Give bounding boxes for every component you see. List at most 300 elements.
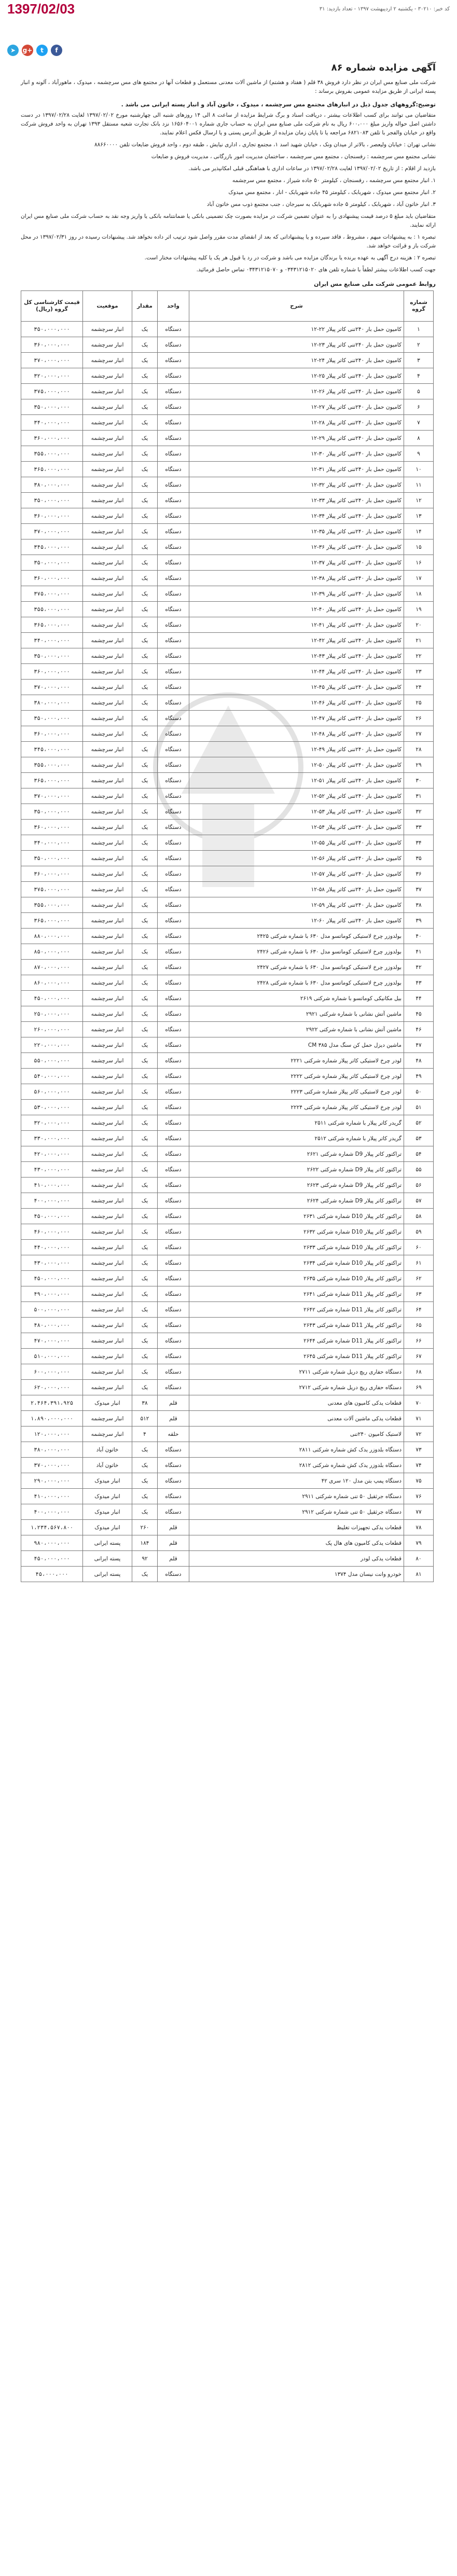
cell-desc: بولدوزر چرخ لاستیکی کوماتسو مدل ۶۳۰ با شماره شرکتی ۲۴۲۵ <box>189 929 404 944</box>
cell-group: ۸۰ <box>404 1551 434 1567</box>
table-row <box>21 711 434 726</box>
cell-unit: دستگاه <box>158 991 189 1006</box>
cell-price: ۳۶۰،۰۰۰،۰۰۰ <box>21 726 83 742</box>
cell-group: ۶۹ <box>404 1380 434 1395</box>
cell-price: ۳۸۰،۰۰۰،۰۰۰ <box>21 477 83 493</box>
cell-desc: دستگاه بلدوزر یدک کش شماره شرکتی ۲۸۱۱ <box>189 1442 404 1458</box>
table-row <box>21 804 434 820</box>
cell-unit: دستگاه <box>158 617 189 633</box>
cell-desc: تراکتور کاتر پیلار D9 شماره شرکتی ۲۶۲۱ <box>189 1146 404 1162</box>
table-header-row <box>21 291 434 322</box>
cell-group: ۷۳ <box>404 1442 434 1458</box>
cell-group: ۸ <box>404 431 434 446</box>
table-row <box>21 680 434 695</box>
cell-group: ۱۷ <box>404 571 434 586</box>
cell-group: ۴۵ <box>404 1006 434 1022</box>
news-meta: کد خبر: ۳۰۲۱۰ - یکشنبه ۲ اردیبهشت ۱۳۹۷ - تعداد بازدید: ۳۱ <box>319 6 450 12</box>
cell-price: ۳۵۵،۰۰۰،۰۰۰ <box>21 897 83 913</box>
cell-qty: ۲۶۰ <box>132 1520 158 1535</box>
cell-group: ۳۷ <box>404 882 434 897</box>
cell-price: ۳۷۵،۰۰۰،۰۰۰ <box>21 586 83 602</box>
cell-unit: دستگاه <box>158 960 189 975</box>
cell-qty: یک <box>132 462 158 477</box>
cell-group: ۴۱ <box>404 944 434 960</box>
cell-location: پسته ایرانی <box>83 1567 132 1582</box>
cell-qty: یک <box>132 1053 158 1069</box>
cell-location: انبار سرچشمه <box>83 680 132 695</box>
cell-unit: دستگاه <box>158 882 189 897</box>
table-row <box>21 524 434 539</box>
page-title: آگهی مزایده شماره ۸۶ <box>331 62 436 73</box>
cell-price: ۸۵۰،۰۰۰،۰۰۰ <box>21 944 83 960</box>
cell-qty: یک <box>132 866 158 882</box>
cell-location: انبار سرچشمه <box>83 399 132 415</box>
cell-location: انبار سرچشمه <box>83 462 132 477</box>
cell-desc: کامیون حمل بار ۲۴۰تنی کاتر پیلار ۵۸-۱۲ <box>189 882 404 897</box>
cell-group: ۲۵ <box>404 695 434 711</box>
article-body <box>21 62 436 295</box>
cell-price: ۳۶۰،۰۰۰،۰۰۰ <box>21 431 83 446</box>
cell-location: انبار سرچشمه <box>83 508 132 524</box>
cell-unit: دستگاه <box>158 1037 189 1053</box>
cell-group: ۲۷ <box>404 726 434 742</box>
table-row <box>21 384 434 399</box>
cell-price: ۳۶۵،۰۰۰،۰۰۰ <box>21 773 83 788</box>
table-row <box>21 975 434 991</box>
cell-location: انبار سرچشمه <box>83 1178 132 1193</box>
cell-unit: دستگاه <box>158 944 189 960</box>
intro: شرکت ملی صنایع مس ایران در نظر دارد فروش ۳۸ قلم ( هفتاد و هشتم) از ماشین آلات معدنی مستعمل و قطعات آنها در مجتمع های مس سرچشمه ، میدوک ، ماهورآباد ، آلونه و انبار پسته ایرانی از طریق مزایده عمومی بفروش برساند : <box>21 79 436 94</box>
cell-group: ۵۴ <box>404 1146 434 1162</box>
table-row <box>21 1100 434 1115</box>
paragraph: جهت کسب اطلاعات بیشتر لطفاً با شماره تلفن های ۰۳۴۳۱۲۱۵۰۲۰ و ۰۳۴۳۱۲۱۵۰۷۰ تماس حاصل فرمائید. <box>196 267 436 273</box>
cell-group: ۵۰ <box>404 1084 434 1100</box>
col-desc: شرح <box>189 291 404 322</box>
col-qty: مقدار <box>132 291 158 322</box>
cell-group: ۴ <box>404 368 434 384</box>
table-row <box>21 571 434 586</box>
cell-group: ۶۲ <box>404 1271 434 1286</box>
cell-unit: دستگاه <box>158 1442 189 1458</box>
cell-price: ۳۶۵،۰۰۰،۰۰۰ <box>21 617 83 633</box>
cell-price: ۴۵۰،۰۰۰،۰۰۰ <box>21 1271 83 1286</box>
cell-unit: دستگاه <box>158 1162 189 1178</box>
note-item: ۳. انبار خاتون آباد ، شهربابک ، کیلومتر ۵ جاده شهربابک به سیرجان ، جنب مجتمع ذوب مس خاتون آباد <box>206 201 436 207</box>
table-row <box>21 555 434 571</box>
cell-qty: یک <box>132 1146 158 1162</box>
cell-qty: یک <box>132 322 158 337</box>
cell-qty: یک <box>132 1489 158 1504</box>
cell-price: ۸۶۰،۰۰۰،۰۰۰ <box>21 975 83 991</box>
cell-unit: قلم <box>158 1411 189 1427</box>
table-row <box>21 1318 434 1333</box>
cell-desc: لاستیک کامیون ۲۴۰تنی <box>189 1427 404 1442</box>
cell-desc: قطعات یدکی ماشین آلات معدنی <box>189 1411 404 1427</box>
cell-desc: لودر چرخ لاستیکی کاتر پیلار شماره شرکتی ۲۲۲۳ <box>189 1084 404 1100</box>
cell-qty: یک <box>132 1037 158 1053</box>
cell-unit: دستگاه <box>158 711 189 726</box>
cell-qty: یک <box>132 975 158 991</box>
cell-desc: خودرو وانت نیسان مدل ۱۳۷۴ <box>189 1567 404 1582</box>
cell-price: ۵۱۰،۰۰۰،۰۰۰ <box>21 1349 83 1364</box>
cell-location: انبار سرچشمه <box>83 368 132 384</box>
note-item: ۲. انبار مجتمع مس میدوک ، شهربابک ، کیلومتر ۴۵ جاده شهربابک - انار ، مجتمع مس میدوک <box>228 189 436 196</box>
cell-price: ۲،۴۶۴،۳۹۱،۹۲۵ <box>21 1395 83 1411</box>
cell-location: انبار سرچشمه <box>83 1115 132 1131</box>
cell-desc: کامیون حمل بار ۲۴۰تنی کاتر پیلار ۲۵-۱۲ <box>189 368 404 384</box>
cell-qty: یک <box>132 368 158 384</box>
cell-desc: تراکتور کاتر پیلار D10 شماره شرکتی ۲۶۳۲ <box>189 1224 404 1240</box>
cell-desc: کامیون حمل بار ۲۴۰تنی کاتر پیلار ۳۷-۱۲ <box>189 555 404 571</box>
cell-location: انبار سرچشمه <box>83 539 132 555</box>
cell-unit: دستگاه <box>158 1255 189 1271</box>
cell-unit: دستگاه <box>158 322 189 337</box>
cell-desc: کامیون حمل بار ۲۴۰تنی کاتر پیلار ۴۹-۱۲ <box>189 742 404 757</box>
cell-unit: دستگاه <box>158 415 189 431</box>
table-row <box>21 1520 434 1535</box>
cell-desc: تراکتور کاتر پیلار D10 شماره شرکتی ۲۶۳۵ <box>189 1271 404 1286</box>
table-row <box>21 1271 434 1286</box>
cell-group: ۲ <box>404 337 434 353</box>
cell-location: انبار سرچشمه <box>83 820 132 835</box>
table-row <box>21 1364 434 1380</box>
cell-group: ۲۹ <box>404 757 434 773</box>
cell-qty: یک <box>132 1006 158 1022</box>
cell-unit: دستگاه <box>158 664 189 680</box>
table-row <box>21 1380 434 1395</box>
paragraph: نشانی مجتمع مس سرچشمه : رفسنجان ، مجتمع مس سرچشمه ، ساختمان مدیریت امور بازرگانی ، مدیریت فروش و ضایعات <box>151 154 436 160</box>
cell-location: انبار سرچشمه <box>83 1349 132 1364</box>
cell-qty: یک <box>132 1349 158 1364</box>
cell-price: ۴۶۰،۰۰۰،۰۰۰ <box>21 1224 83 1240</box>
cell-group: ۱۸ <box>404 586 434 602</box>
cell-location: خاتون آباد <box>83 1458 132 1473</box>
cell-group: ۴۹ <box>404 1069 434 1084</box>
cell-unit: دستگاه <box>158 1504 189 1520</box>
cell-location: انبار سرچشمه <box>83 1380 132 1395</box>
cell-desc: تراکتور کاتر پیلار D9 شماره شرکتی ۲۶۲۳ <box>189 1178 404 1193</box>
google-plus-icon[interactable]: g+ <box>22 45 33 56</box>
cell-location: انبار سرچشمه <box>83 695 132 711</box>
cell-group: ۶۵ <box>404 1318 434 1333</box>
cell-price: ۳۵۵،۰۰۰،۰۰۰ <box>21 446 83 462</box>
cell-qty: یک <box>132 1240 158 1255</box>
table-row <box>21 1427 434 1442</box>
cell-location: انبار سرچشمه <box>83 415 132 431</box>
cell-desc: کامیون حمل بار ۲۴۰تنی کاتر پیلار ۲۴-۱۲ <box>189 353 404 368</box>
cell-unit: دستگاه <box>158 384 189 399</box>
cell-price: ۳۷۰،۰۰۰،۰۰۰ <box>21 680 83 695</box>
table-row <box>21 1504 434 1520</box>
cell-desc: گریدر کاتر پیلار با شماره شرکتی ۲۵۱۱ <box>189 1115 404 1131</box>
cell-qty: یک <box>132 524 158 539</box>
cell-unit: دستگاه <box>158 508 189 524</box>
cell-location: انبار سرچشمه <box>83 1193 132 1209</box>
cell-unit: دستگاه <box>158 1318 189 1333</box>
paragraph: متقاضیان می توانند برای کسب اطلاعات بیشتر ، دریافت اسناد و برگ شرایط مزایده از ساعت ۸ الی ۱۴ روزهای شنبه الی چهارشنبه مورخ ۱۳۹۷/۰۲/۰۲ لغایت ۱۳۹۷/۰۲/۲۸ در دست داشتن اصل حواله واریز مبلغ ۶۰۰،۰۰۰ ریال به نام شرکت ملی صنایع مس ایران به حساب جاری شماره ۱۶۵۶۰۴۰۰۱ نزد بانک تجارت شعبه مستقل ۱۳۹۳ تهران به واحد فروش شرکت واقع در خیابان والفجر با تلفن ۶۸۲۱۰۸۳ مراجعه یا تا پایان زمان مزایده از طریق آدرس پستی و یا ارسال فکس اعلام نمایند. <box>21 112 436 136</box>
cell-price: ۳۵۰،۰۰۰،۰۰۰ <box>21 804 83 820</box>
table-row <box>21 1395 434 1411</box>
cell-location: انبار سرچشمه <box>83 1131 132 1146</box>
cell-unit: دستگاه <box>158 695 189 711</box>
cell-price: ۳۴۵،۰۰۰،۰۰۰ <box>21 539 83 555</box>
cell-qty: یک <box>132 788 158 804</box>
cell-qty: یک <box>132 539 158 555</box>
cell-group: ۳۳ <box>404 820 434 835</box>
cell-group: ۲۸ <box>404 742 434 757</box>
cell-group: ۷۷ <box>404 1504 434 1520</box>
cell-desc: کامیون حمل بار ۲۴۰تنی کاتر پیلار ۳۳-۱۲ <box>189 493 404 508</box>
cell-location: انبار سرچشمه <box>83 446 132 462</box>
cell-group: ۳۶ <box>404 866 434 882</box>
paragraph: نشانی تهران : خیابان ولیعصر ، بالاتر از میدان ونک ، خیابان شهید اسد ۱، مجتمع تجاری ، اداری نیایش ، طبقه دوم ، واحد فروش ضایعات تلفن ۸۸۶۶۰۰۰۰ <box>94 142 436 148</box>
cell-location: انبار سرچشمه <box>83 757 132 773</box>
cell-location: انبار سرچشمه <box>83 835 132 851</box>
cell-unit: دستگاه <box>158 1022 189 1037</box>
cell-unit: دستگاه <box>158 353 189 368</box>
cell-qty: یک <box>132 711 158 726</box>
cell-qty: یک <box>132 1193 158 1209</box>
cell-desc: کامیون حمل بار ۲۴۰تنی کاتر پیلار ۵۵-۱۲ <box>189 835 404 851</box>
cell-unit: دستگاه <box>158 368 189 384</box>
cell-unit: قلم <box>158 1535 189 1551</box>
cell-group: ۵۲ <box>404 1115 434 1131</box>
cell-desc: کامیون حمل بار ۲۴۰تنی کاتر پیلار ۴۰-۱۲ <box>189 602 404 617</box>
cell-unit: دستگاه <box>158 337 189 353</box>
cell-qty: یک <box>132 477 158 493</box>
cell-qty: یک <box>132 1318 158 1333</box>
table-row <box>21 1053 434 1069</box>
cell-qty: یک <box>132 882 158 897</box>
cell-qty: یک <box>132 680 158 695</box>
cell-group: ۲۶ <box>404 711 434 726</box>
cell-group: ۱۵ <box>404 539 434 555</box>
cell-unit: دستگاه <box>158 1333 189 1349</box>
table-row <box>21 944 434 960</box>
cell-group: ۲۲ <box>404 648 434 664</box>
cell-location: انبار سرچشمه <box>83 1084 132 1100</box>
cell-desc: کامیون حمل بار ۲۴۰تنی کاتر پیلار ۵۳-۱۲ <box>189 804 404 820</box>
cell-unit: دستگاه <box>158 866 189 882</box>
cell-qty: یک <box>132 493 158 508</box>
table-row <box>21 1240 434 1255</box>
cell-group: ۳۲ <box>404 804 434 820</box>
cell-location: انبار سرچشمه <box>83 1006 132 1022</box>
cell-unit: قلم <box>158 1520 189 1535</box>
cell-desc: کامیون حمل بار ۲۴۰تنی کاتر پیلار ۳۵-۱۲ <box>189 524 404 539</box>
signature: روابط عمومی شرکت ملی صنایع مس ایران <box>314 281 436 287</box>
cell-group: ۶۱ <box>404 1255 434 1271</box>
cell-qty: یک <box>132 508 158 524</box>
cell-qty: یک <box>132 695 158 711</box>
cell-unit: حلقه <box>158 1427 189 1442</box>
cell-price: ۲۲۰،۰۰۰،۰۰۰ <box>21 1037 83 1053</box>
cell-location: انبار سرچشمه <box>83 882 132 897</box>
cell-location: انبار سرچشمه <box>83 1162 132 1178</box>
cell-qty: یک <box>132 1504 158 1520</box>
table-row <box>21 788 434 804</box>
cell-unit: دستگاه <box>158 1286 189 1302</box>
top-bar <box>0 0 457 18</box>
cell-qty: یک <box>132 773 158 788</box>
cell-desc: کامیون حمل بار ۲۴۰تنی کاتر پیلار ۵۶-۱۲ <box>189 851 404 866</box>
cell-qty: یک <box>132 1209 158 1224</box>
cell-price: ۳۵۰،۰۰۰،۰۰۰ <box>21 322 83 337</box>
cell-location: انبار سرچشمه <box>83 1022 132 1037</box>
cell-group: ۳۸ <box>404 897 434 913</box>
cell-qty: یک <box>132 586 158 602</box>
cell-desc: کامیون حمل بار ۲۴۰تنی کاتر پیلار ۲۸-۱۲ <box>189 415 404 431</box>
cell-qty: یک <box>132 571 158 586</box>
cell-unit: دستگاه <box>158 1069 189 1084</box>
cell-desc: کامیون حمل بار ۲۴۰تنی کاتر پیلار ۵۷-۱۲ <box>189 866 404 882</box>
cell-price: ۴۲۰،۰۰۰،۰۰۰ <box>21 1146 83 1162</box>
cell-desc: کامیون حمل بار ۲۴۰تنی کاتر پیلار ۵۱-۱۲ <box>189 773 404 788</box>
table-row <box>21 431 434 446</box>
cell-location: انبار سرچشمه <box>83 944 132 960</box>
cell-qty: یک <box>132 851 158 866</box>
cell-desc: کامیون حمل بار ۲۴۰تنی کاتر پیلار ۶۰-۱۲ <box>189 913 404 929</box>
cell-location: انبار سرچشمه <box>83 1255 132 1271</box>
cell-qty: یک <box>132 804 158 820</box>
table-row <box>21 1146 434 1162</box>
cell-unit: قلم <box>158 1551 189 1567</box>
cell-desc: قطعات یدکی تجهیزات تغلیظ <box>189 1520 404 1535</box>
cell-qty: یک <box>132 1442 158 1458</box>
cell-price: ۴۷۰،۰۰۰،۰۰۰ <box>21 1333 83 1349</box>
cell-desc: قطعات یدکی لودر <box>189 1551 404 1567</box>
cell-price: ۴۳۰،۰۰۰،۰۰۰ <box>21 1162 83 1178</box>
cell-qty: یک <box>132 991 158 1006</box>
col-location: موقعیت <box>83 291 132 322</box>
table-row <box>21 1115 434 1131</box>
cell-unit: دستگاه <box>158 602 189 617</box>
cell-desc: تراکتور کاتر پیلار D10 شماره شرکتی ۲۶۳۴ <box>189 1255 404 1271</box>
cell-price: ۵۰۰،۰۰۰،۰۰۰ <box>21 1302 83 1318</box>
table-row <box>21 1286 434 1302</box>
table-row <box>21 1302 434 1318</box>
cell-price: ۴۹۰،۰۰۰،۰۰۰ <box>21 1286 83 1302</box>
cell-location: انبار سرچشمه <box>83 711 132 726</box>
cell-desc: تراکتور کاتر پیلار D11 شماره شرکتی ۲۶۴۲ <box>189 1302 404 1318</box>
cell-price: ۵۵۰،۰۰۰،۰۰۰ <box>21 1053 83 1069</box>
table-row <box>21 493 434 508</box>
cell-unit: دستگاه <box>158 820 189 835</box>
cell-location: انبار سرچشمه <box>83 1286 132 1302</box>
cell-price: ۸۸۰،۰۰۰،۰۰۰ <box>21 929 83 944</box>
cell-qty: یک <box>132 1224 158 1240</box>
cell-group: ۵۱ <box>404 1100 434 1115</box>
cell-group: ۳۵ <box>404 851 434 866</box>
cell-desc: کامیون حمل بار ۲۴۰تنی کاتر پیلار ۳۰-۱۲ <box>189 446 404 462</box>
table-row <box>21 508 434 524</box>
cell-unit: دستگاه <box>158 1209 189 1224</box>
cell-qty: یک <box>132 353 158 368</box>
cell-desc: تراکتور کاتر پیلار D11 شماره شرکتی ۲۶۴۴ <box>189 1333 404 1349</box>
cell-price: ۴۳۰،۰۰۰،۰۰۰ <box>21 1255 83 1271</box>
cell-unit: دستگاه <box>158 1146 189 1162</box>
cell-location: انبار سرچشمه <box>83 431 132 446</box>
cell-unit: دستگاه <box>158 1131 189 1146</box>
cell-location: انبار سرچشمه <box>83 1069 132 1084</box>
cell-group: ۴۴ <box>404 991 434 1006</box>
cell-group: ۴۷ <box>404 1037 434 1053</box>
cell-price: ۳۷۰،۰۰۰،۰۰۰ <box>21 353 83 368</box>
cell-group: ۱۹ <box>404 602 434 617</box>
table-row <box>21 1131 434 1146</box>
cell-group: ۵۸ <box>404 1209 434 1224</box>
cell-desc: کامیون حمل بار ۲۴۰تنی کاتر پیلار ۳۸-۱۲ <box>189 571 404 586</box>
table-row <box>21 1535 434 1551</box>
cell-qty: یک <box>132 742 158 757</box>
cell-location: انبار سرچشمه <box>83 851 132 866</box>
cell-unit: دستگاه <box>158 493 189 508</box>
cell-qty: یک <box>132 1567 158 1582</box>
cell-unit: دستگاه <box>158 757 189 773</box>
paragraph: بازدید از اقلام : از تاریخ ۱۳۹۷/۰۲/۰۲ لغایت ۱۳۹۷/۰۲/۲۸ در ساعات اداری با هماهنگی قبلی امکانپذیر می باشد. <box>188 165 436 172</box>
table-row <box>21 726 434 742</box>
cell-desc: کامیون حمل بار ۲۴۰تنی کاتر پیلار ۴۳-۱۲ <box>189 648 404 664</box>
cell-location: پسته ایرانی <box>83 1551 132 1567</box>
cell-group: ۷۹ <box>404 1535 434 1551</box>
cell-group: ۳ <box>404 353 434 368</box>
cell-qty: یک <box>132 726 158 742</box>
cell-desc: کامیون حمل بار ۲۴۰تنی کاتر پیلار ۴۶-۱۲ <box>189 695 404 711</box>
cell-qty: یک <box>132 960 158 975</box>
cell-price: ۳۲۰،۰۰۰،۰۰۰ <box>21 368 83 384</box>
cell-qty: یک <box>132 1084 158 1100</box>
telegram-icon[interactable]: ➤ <box>7 45 19 56</box>
cell-unit: دستگاه <box>158 1240 189 1255</box>
cell-location: انبار سرچشمه <box>83 1271 132 1286</box>
table-row <box>21 399 434 415</box>
table-row <box>21 1178 434 1193</box>
cell-price: ۳۵۵،۰۰۰،۰۰۰ <box>21 757 83 773</box>
cell-price: ۲۹۰،۰۰۰،۰۰۰ <box>21 1473 83 1489</box>
cell-unit: دستگاه <box>158 897 189 913</box>
cell-desc: بولدوزر چرخ لاستیکی کوماتسو مدل ۶۳۰ با شماره شرکتی ۲۴۲۸ <box>189 975 404 991</box>
cell-price: ۳۶۵،۰۰۰،۰۰۰ <box>21 913 83 929</box>
cell-desc: تراکتور کاتر پیلار D9 شماره شرکتی ۲۶۲۲ <box>189 1162 404 1178</box>
cell-desc: دستگاه حفاری ریچ دریل شماره شرکتی ۲۷۱۱ <box>189 1364 404 1380</box>
cell-price: ۴۵،۰۰۰،۰۰۰ <box>21 1567 83 1582</box>
twitter-icon[interactable]: t <box>36 45 48 56</box>
cell-location: انبار سرچشمه <box>83 493 132 508</box>
cell-price: ۲۶۰،۰۰۰،۰۰۰ <box>21 1022 83 1037</box>
cell-unit: دستگاه <box>158 680 189 695</box>
cell-price: ۲۵۰،۰۰۰،۰۰۰ <box>21 1006 83 1022</box>
cell-price: ۳۷۰،۰۰۰،۰۰۰ <box>21 1458 83 1473</box>
cell-location: انبار سرچشمه <box>83 1224 132 1240</box>
cell-qty: یک <box>132 897 158 913</box>
cell-group: ۶۴ <box>404 1302 434 1318</box>
cell-unit: دستگاه <box>158 477 189 493</box>
cell-location: انبار سرچشمه <box>83 929 132 944</box>
cell-desc: کامیون حمل بار ۲۴۰تنی کاتر پیلار ۴۷-۱۲ <box>189 711 404 726</box>
cell-group: ۱۰ <box>404 462 434 477</box>
cell-price: ۹۸۰،۰۰۰،۰۰۰ <box>21 1535 83 1551</box>
table-row <box>21 851 434 866</box>
table-row <box>21 1567 434 1582</box>
cell-group: ۷۵ <box>404 1473 434 1489</box>
cell-desc: کامیون حمل بار ۲۴۰تنی کاتر پیلار ۳۴-۱۲ <box>189 508 404 524</box>
cell-unit: دستگاه <box>158 399 189 415</box>
cell-desc: کامیون حمل بار ۲۴۰تنی کاتر پیلار ۲۷-۱۲ <box>189 399 404 415</box>
facebook-icon[interactable]: f <box>51 45 62 56</box>
cell-qty: یک <box>132 1022 158 1037</box>
cell-location: انبار سرچشمه <box>83 524 132 539</box>
cell-desc: کامیون حمل بار ۲۴۰تنی کاتر پیلار ۵۲-۱۲ <box>189 788 404 804</box>
